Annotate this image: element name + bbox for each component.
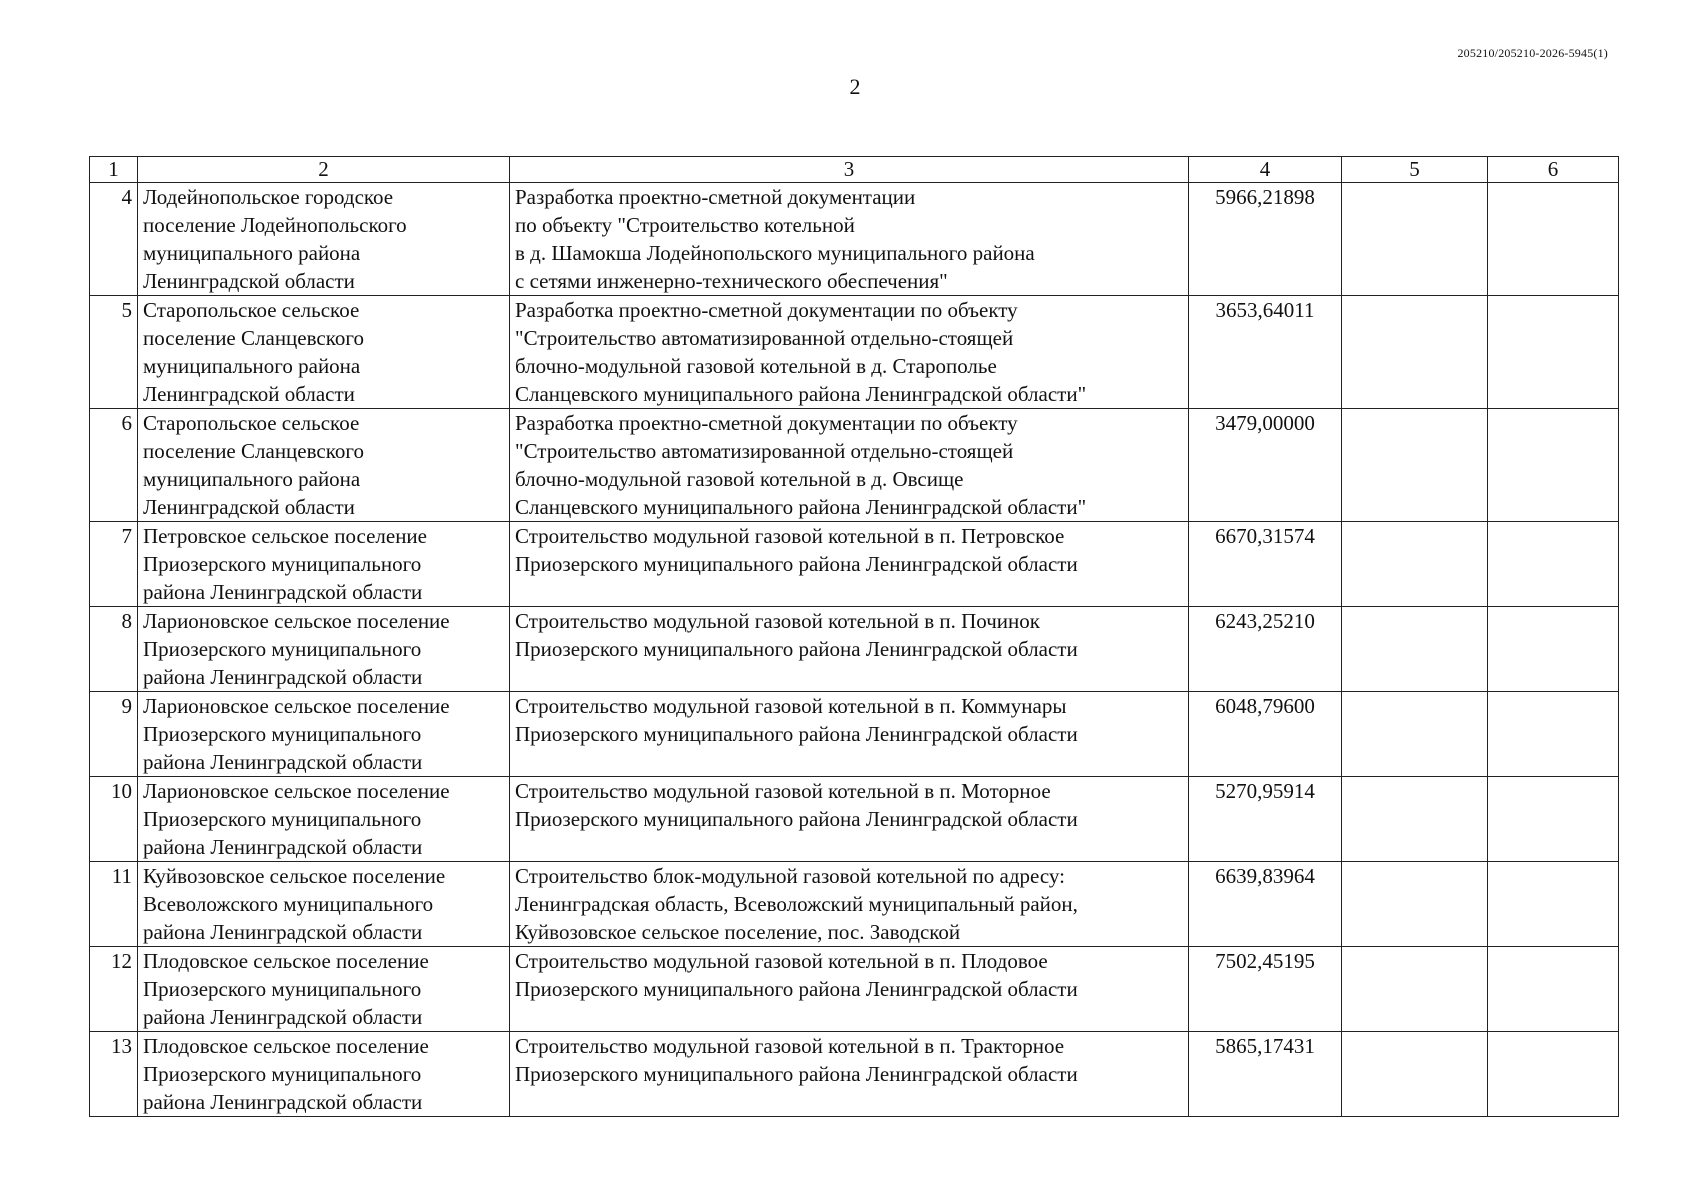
work-description-line: Приозерского муниципального района Ленинградской области xyxy=(515,722,1078,746)
municipality-line: района Ленинградской области xyxy=(143,920,423,944)
municipality-line: Приозерского муниципального xyxy=(143,637,422,661)
municipality-cell xyxy=(138,692,510,777)
work-description-line: блочно-модульной газовой котельной в д. Старополье xyxy=(515,354,997,378)
col6-cell xyxy=(1488,947,1619,1032)
amount-cell: 6639,83964 xyxy=(1189,862,1342,947)
work-description-line: Сланцевского муниципального района Ленинградской области" xyxy=(515,382,1087,406)
amount-cell: 5966,21898 xyxy=(1189,183,1342,296)
municipality-line: муниципального района xyxy=(143,467,361,491)
municipality-cell xyxy=(138,522,510,607)
municipality-line: Ленинградской области xyxy=(143,382,355,406)
funding-table xyxy=(89,156,1619,1117)
header-col-1: 1 xyxy=(90,157,138,183)
municipality-line: Плодовское сельское поселение xyxy=(143,949,429,973)
row-number-cell: 5 xyxy=(90,296,138,409)
municipality-line: поселение Сланцевского xyxy=(143,326,364,350)
work-description-cell xyxy=(510,1032,1189,1117)
work-description-cell xyxy=(510,296,1189,409)
col6-cell xyxy=(1488,777,1619,862)
municipality-line: Приозерского муниципального xyxy=(143,1062,422,1086)
municipality-line: Приозерского муниципального xyxy=(143,807,422,831)
col6-cell xyxy=(1488,183,1619,296)
municipality-line: муниципального района xyxy=(143,354,361,378)
work-description-line: Приозерского муниципального района Ленинградской области xyxy=(515,637,1078,661)
municipality-line: Ларионовское сельское поселение xyxy=(143,694,450,718)
table-row xyxy=(90,777,1619,862)
col6-cell xyxy=(1488,607,1619,692)
col6-cell xyxy=(1488,1032,1619,1117)
municipality-cell xyxy=(138,862,510,947)
col6-cell xyxy=(1488,409,1619,522)
municipality-line: поселение Сланцевского xyxy=(143,439,364,463)
municipality-line: района Ленинградской области xyxy=(143,665,423,689)
municipality-line: Куйвозовское сельское поселение xyxy=(143,864,446,888)
amount-cell: 6670,31574 xyxy=(1189,522,1342,607)
work-description-line: блочно-модульной газовой котельной в д. Овсище xyxy=(515,467,964,491)
work-description-line: Приозерского муниципального района Ленинградской области xyxy=(515,977,1078,1001)
municipality-line: района Ленинградской области xyxy=(143,580,423,604)
table-body xyxy=(90,183,1619,1117)
col6-cell xyxy=(1488,862,1619,947)
col6-cell xyxy=(1488,692,1619,777)
work-description-line: Строительство модульной газовой котельной в п. Коммунары xyxy=(515,694,1067,718)
amount-cell: 3653,64011 xyxy=(1189,296,1342,409)
municipality-line: Плодовское сельское поселение xyxy=(143,1034,429,1058)
work-description-line: "Строительство автоматизированной отдельно-стоящей xyxy=(515,326,1014,350)
row-number-cell: 4 xyxy=(90,183,138,296)
table-row xyxy=(90,522,1619,607)
work-description-line: Строительство модульной газовой котельной в п. Плодовое xyxy=(515,949,1048,973)
municipality-cell xyxy=(138,947,510,1032)
amount-cell: 3479,00000 xyxy=(1189,409,1342,522)
row-number-cell: 12 xyxy=(90,947,138,1032)
table-row xyxy=(90,183,1619,296)
work-description-cell xyxy=(510,409,1189,522)
work-description-line: по объекту "Строительство котельной xyxy=(515,213,855,237)
municipality-cell xyxy=(138,296,510,409)
col5-cell xyxy=(1342,692,1488,777)
row-number-cell: 7 xyxy=(90,522,138,607)
work-description-line: Разработка проектно-сметной документации xyxy=(515,185,916,209)
work-description-line: "Строительство автоматизированной отдельно-стоящей xyxy=(515,439,1014,463)
municipality-line: Приозерского муниципального xyxy=(143,722,422,746)
col5-cell xyxy=(1342,607,1488,692)
table-row xyxy=(90,607,1619,692)
municipality-line: Всеволожского муниципального xyxy=(143,892,434,916)
header-col-6: 6 xyxy=(1488,157,1619,183)
amount-cell: 6243,25210 xyxy=(1189,607,1342,692)
work-description-line: Приозерского муниципального района Ленинградской области xyxy=(515,552,1078,576)
col5-cell xyxy=(1342,1032,1488,1117)
header-col-5: 5 xyxy=(1342,157,1488,183)
work-description-cell xyxy=(510,607,1189,692)
municipality-line: Приозерского муниципального xyxy=(143,552,422,576)
col6-cell xyxy=(1488,296,1619,409)
work-description-line: Ленинградская область, Всеволожский муниципальный район, xyxy=(515,892,1078,916)
work-description-line: Строительство модульной газовой котельной в п. Моторное xyxy=(515,779,1051,803)
work-description-line: в д. Шамокша Лодейнопольского муниципального района xyxy=(515,241,1035,265)
work-description-cell xyxy=(510,777,1189,862)
col5-cell xyxy=(1342,862,1488,947)
work-description-cell xyxy=(510,183,1189,296)
work-description-line: Разработка проектно-сметной документации по объекту xyxy=(515,411,1018,435)
table-row xyxy=(90,947,1619,1032)
header-col-3: 3 xyxy=(510,157,1189,183)
work-description-cell xyxy=(510,692,1189,777)
row-number-cell: 9 xyxy=(90,692,138,777)
amount-cell: 7502,45195 xyxy=(1189,947,1342,1032)
municipality-line: муниципального района xyxy=(143,241,361,265)
row-number-cell: 10 xyxy=(90,777,138,862)
col5-cell xyxy=(1342,522,1488,607)
municipality-cell xyxy=(138,607,510,692)
municipality-line: Старопольское сельское xyxy=(143,411,360,435)
work-description-line: Строительство блок-модульной газовой котельной по адресу: xyxy=(515,864,1065,888)
work-description-line: Куйвозовское сельское поселение, пос. Заводской xyxy=(515,920,961,944)
amount-cell: 5270,95914 xyxy=(1189,777,1342,862)
municipality-cell xyxy=(138,777,510,862)
document-id: 205210/205210-2026-5945(1) xyxy=(1457,46,1608,60)
municipality-cell xyxy=(138,1032,510,1117)
municipality-cell xyxy=(138,409,510,522)
municipality-line: района Ленинградской области xyxy=(143,750,423,774)
col5-cell xyxy=(1342,409,1488,522)
work-description-line: Строительство модульной газовой котельной в п. Починок xyxy=(515,609,1040,633)
municipality-line: района Ленинградской области xyxy=(143,1005,423,1029)
table-row xyxy=(90,1032,1619,1117)
municipality-cell xyxy=(138,183,510,296)
municipality-line: Лодейнопольское городское xyxy=(143,185,394,209)
table-row xyxy=(90,862,1619,947)
row-number-cell: 8 xyxy=(90,607,138,692)
table-header-row xyxy=(90,157,1619,183)
col5-cell xyxy=(1342,183,1488,296)
work-description-line: Разработка проектно-сметной документации по объекту xyxy=(515,298,1018,322)
work-description-line: Строительство модульной газовой котельной в п. Петровское xyxy=(515,524,1065,548)
col5-cell xyxy=(1342,296,1488,409)
work-description-cell xyxy=(510,862,1189,947)
table-row xyxy=(90,296,1619,409)
amount-cell: 5865,17431 xyxy=(1189,1032,1342,1117)
municipality-line: Ленинградской области xyxy=(143,495,355,519)
municipality-line: Ленинградской области xyxy=(143,269,355,293)
work-description-line: Сланцевского муниципального района Ленинградской области" xyxy=(515,495,1087,519)
work-description-line: Приозерского муниципального района Ленинградской области xyxy=(515,807,1078,831)
row-number-cell: 6 xyxy=(90,409,138,522)
work-description-line: Приозерского муниципального района Ленинградской области xyxy=(515,1062,1078,1086)
work-description-line: Строительство модульной газовой котельной в п. Тракторное xyxy=(515,1034,1065,1058)
table-row xyxy=(90,692,1619,777)
municipality-line: Ларионовское сельское поселение xyxy=(143,779,450,803)
work-description-cell xyxy=(510,947,1189,1032)
municipality-line: района Ленинградской области xyxy=(143,1090,423,1114)
col6-cell xyxy=(1488,522,1619,607)
col5-cell xyxy=(1342,947,1488,1032)
row-number-cell: 13 xyxy=(90,1032,138,1117)
municipality-line: Петровское сельское поселение xyxy=(143,524,427,548)
header-col-4: 4 xyxy=(1189,157,1342,183)
header-col-2: 2 xyxy=(138,157,510,183)
municipality-line: Старопольское сельское xyxy=(143,298,360,322)
row-number-cell: 11 xyxy=(90,862,138,947)
page-number: 2 xyxy=(849,74,861,99)
municipality-line: Приозерского муниципального xyxy=(143,977,422,1001)
work-description-line: с сетями инженерно-технического обеспечения" xyxy=(515,269,948,293)
municipality-line: Ларионовское сельское поселение xyxy=(143,609,450,633)
table-row xyxy=(90,409,1619,522)
municipality-line: поселение Лодейнопольского xyxy=(143,213,407,237)
work-description-cell xyxy=(510,522,1189,607)
amount-cell: 6048,79600 xyxy=(1189,692,1342,777)
col5-cell xyxy=(1342,777,1488,862)
municipality-line: района Ленинградской области xyxy=(143,835,423,859)
